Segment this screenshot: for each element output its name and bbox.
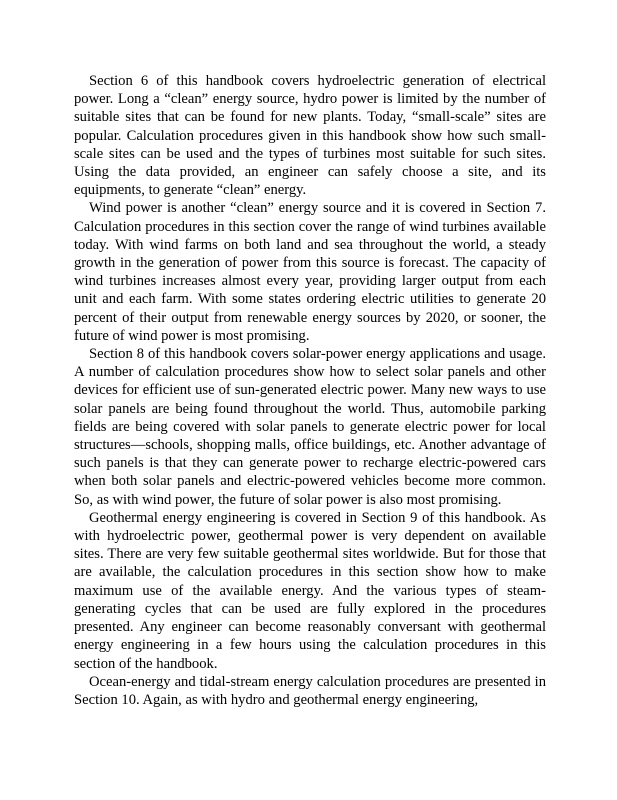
paragraph-wind-power: Wind power is another “clean” energy source and it is covered in Section 7. Calculation procedures in this section cover the range of wind turbines available today. With wind farms on both land and sea throughout the world, a steady growth in the generation of power from this source is forecast. The capacity of wind turbines increases almost every year, providing larger output from each unit and each farm. With some states ordering electric utilities to generate 20 percent of their output from renewable energy sources by 2020, or sooner, the future of wind power is most promising. bbox=[74, 200, 546, 344]
paragraph-geothermal: Geothermal energy engineering is covered in Section 9 of this handbook. As with hydroelectric power, geothermal power is very dependent on available sites. There are very few suitable geothermal sites worldwide. But for those that are available, the calculation procedures in this section show how to make maximum use of the available energy. And the various types of steam-generating cycles that can be used are fully explored in the procedures presented. Any engineer can become reasonably conversant with geothermal energy engineering in a few hours using the calculation procedures in this section of the handbook. bbox=[74, 509, 546, 672]
paragraph-solar-power: Section 8 of this handbook covers solar-power energy applications and usage. A number of calculation procedures show how to select solar panels and other devices for efficient use of sun-generated electric power. Many new ways to use solar panels are being found throughout the world. Thus, automobile parking fields are being covered with solar panels to generate electric power for local structures—schools, shopping malls, office buildings, etc. Another advantage of such panels is that they can generate power to recharge electric-powered cars when both solar panels and electric-powered vehicles become more common. So, as with wind power, the future of solar power is also most promising. bbox=[74, 346, 546, 508]
document-page bbox=[74, 72, 546, 709]
paragraph-ocean-tidal: Ocean-energy and tidal-stream energy calculation procedures are presented in Section 10. Again, as with hydro and geothermal energy engineering, bbox=[74, 673, 546, 708]
paragraph-hydroelectric: Section 6 of this handbook covers hydroelectric generation of electrical power. Long a “clean” energy source, hydro power is limited by the number of suitable sites that can be found for new plants. Today, “small-scale” sites are popular. Calculation procedures given in this handbook show how such small-scale sites can be used and the types of turbines most suitable for such sites. Using the data provided, an engineer can safely choose a site, and its equipments, to generate “clean” energy. bbox=[74, 73, 546, 199]
